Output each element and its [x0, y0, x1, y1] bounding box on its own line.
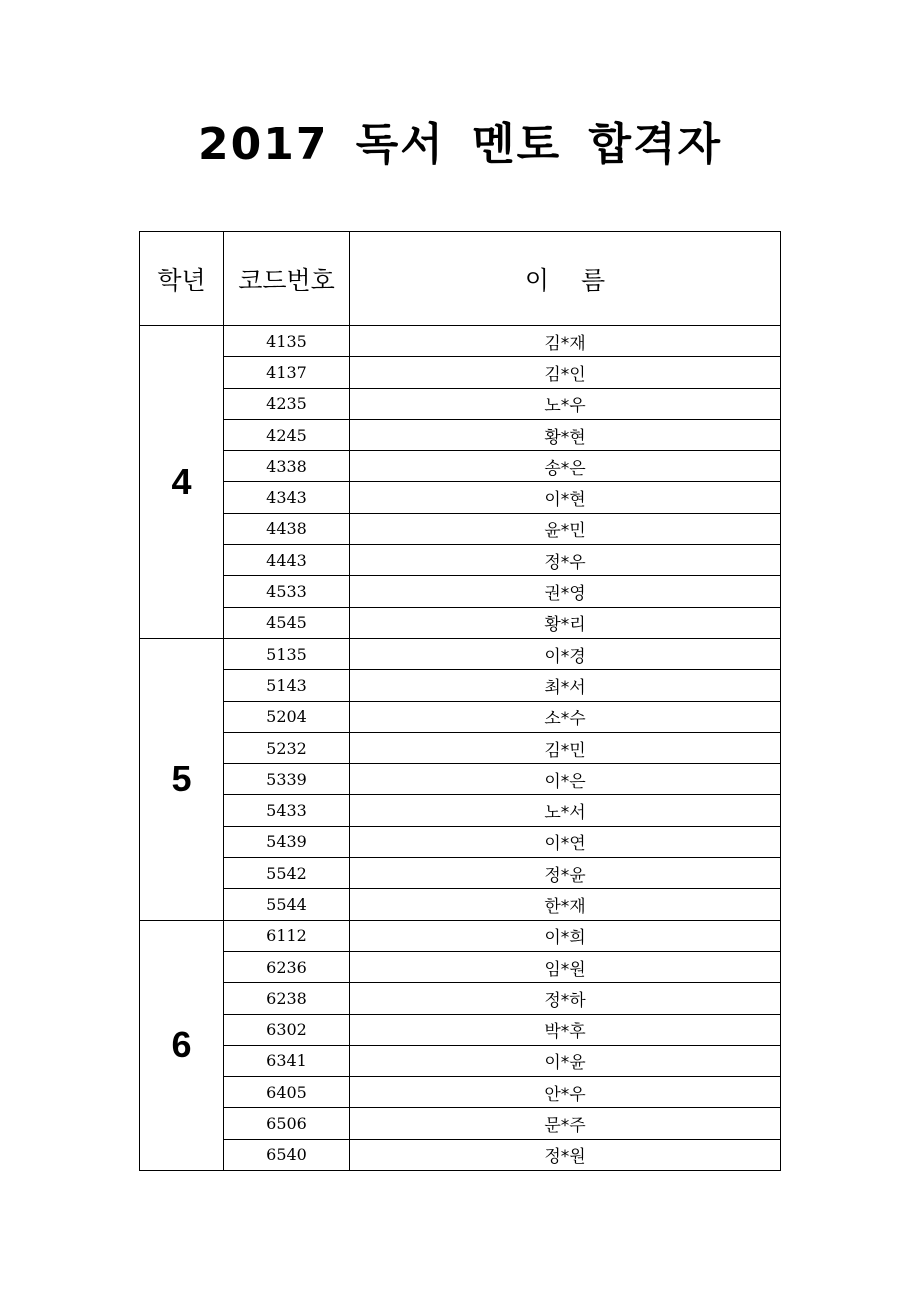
- code-cell: 6506: [224, 1108, 350, 1139]
- name-cell: 이*윤: [350, 1045, 781, 1076]
- table-row: [140, 826, 781, 857]
- name-cell: 김*인: [350, 357, 781, 388]
- table-row: [140, 670, 781, 701]
- name-cell: 최*서: [350, 670, 781, 701]
- name-cell: 김*민: [350, 732, 781, 763]
- table-row: [140, 607, 781, 638]
- name-cell: 정*원: [350, 1139, 781, 1170]
- table-row: [140, 419, 781, 450]
- table-row: [140, 1139, 781, 1170]
- page-title: 2017 독서 멘토 합격자: [198, 119, 722, 170]
- code-cell: 4235: [224, 388, 350, 419]
- table-row: [140, 388, 781, 419]
- name-cell: 이*은: [350, 764, 781, 795]
- table-row: [140, 451, 781, 482]
- name-cell: 노*서: [350, 795, 781, 826]
- table-row: [140, 1108, 781, 1139]
- header-grade: 학년: [140, 232, 224, 326]
- code-cell: 4443: [224, 545, 350, 576]
- header-row: [140, 232, 781, 326]
- header-name: 이 름: [350, 232, 781, 326]
- name-cell: 황*현: [350, 419, 781, 450]
- code-cell: 6112: [224, 920, 350, 951]
- name-cell: 정*윤: [350, 858, 781, 889]
- code-cell: 6341: [224, 1045, 350, 1076]
- name-cell: 안*우: [350, 1077, 781, 1108]
- code-cell: 6540: [224, 1139, 350, 1170]
- name-cell: 정*우: [350, 545, 781, 576]
- code-cell: 5135: [224, 638, 350, 669]
- code-cell: 5143: [224, 670, 350, 701]
- code-cell: 5204: [224, 701, 350, 732]
- name-cell: 소*수: [350, 701, 781, 732]
- mentor-table: [139, 231, 781, 1171]
- table-row: [140, 889, 781, 920]
- name-cell: 송*은: [350, 451, 781, 482]
- table-row: [140, 357, 781, 388]
- code-cell: 6405: [224, 1077, 350, 1108]
- table-row: [140, 576, 781, 607]
- table-row: [140, 951, 781, 982]
- name-cell: 정*하: [350, 983, 781, 1014]
- table-row: [140, 1045, 781, 1076]
- name-cell: 이*경: [350, 638, 781, 669]
- code-cell: 4338: [224, 451, 350, 482]
- table-row: [140, 1014, 781, 1045]
- code-cell: 5433: [224, 795, 350, 826]
- code-cell: 6238: [224, 983, 350, 1014]
- code-cell: 4533: [224, 576, 350, 607]
- table-row: [140, 482, 781, 513]
- table-row: [140, 513, 781, 544]
- table-row: [140, 983, 781, 1014]
- code-cell: 6302: [224, 1014, 350, 1045]
- table-row: [140, 638, 781, 669]
- table-header: [140, 232, 781, 326]
- grade-cell: 5: [140, 638, 224, 920]
- table-body: [140, 326, 781, 1171]
- code-cell: 5439: [224, 826, 350, 857]
- code-cell: 5544: [224, 889, 350, 920]
- code-cell: 6236: [224, 951, 350, 982]
- header-code: 코드번호: [224, 232, 350, 326]
- code-cell: 4343: [224, 482, 350, 513]
- name-cell: 이*연: [350, 826, 781, 857]
- name-cell: 임*원: [350, 951, 781, 982]
- code-cell: 4137: [224, 357, 350, 388]
- name-cell: 황*리: [350, 607, 781, 638]
- name-cell: 문*주: [350, 1108, 781, 1139]
- code-cell: 5542: [224, 858, 350, 889]
- code-cell: 5339: [224, 764, 350, 795]
- table-row: [140, 1077, 781, 1108]
- table-row: [140, 326, 781, 357]
- code-cell: 5232: [224, 732, 350, 763]
- name-cell: 박*후: [350, 1014, 781, 1045]
- table-row: [140, 858, 781, 889]
- code-cell: 4135: [224, 326, 350, 357]
- code-cell: 4545: [224, 607, 350, 638]
- name-cell: 노*우: [350, 388, 781, 419]
- name-cell: 권*영: [350, 576, 781, 607]
- table-row: [140, 701, 781, 732]
- name-cell: 윤*민: [350, 513, 781, 544]
- table-row: [140, 920, 781, 951]
- table-row: [140, 545, 781, 576]
- grade-cell: 6: [140, 920, 224, 1170]
- name-cell: 한*재: [350, 889, 781, 920]
- code-cell: 4245: [224, 419, 350, 450]
- name-cell: 김*재: [350, 326, 781, 357]
- table-row: [140, 764, 781, 795]
- table-row: [140, 732, 781, 763]
- code-cell: 4438: [224, 513, 350, 544]
- name-cell: 이*희: [350, 920, 781, 951]
- name-cell: 이*현: [350, 482, 781, 513]
- grade-cell: 4: [140, 326, 224, 639]
- table-row: [140, 795, 781, 826]
